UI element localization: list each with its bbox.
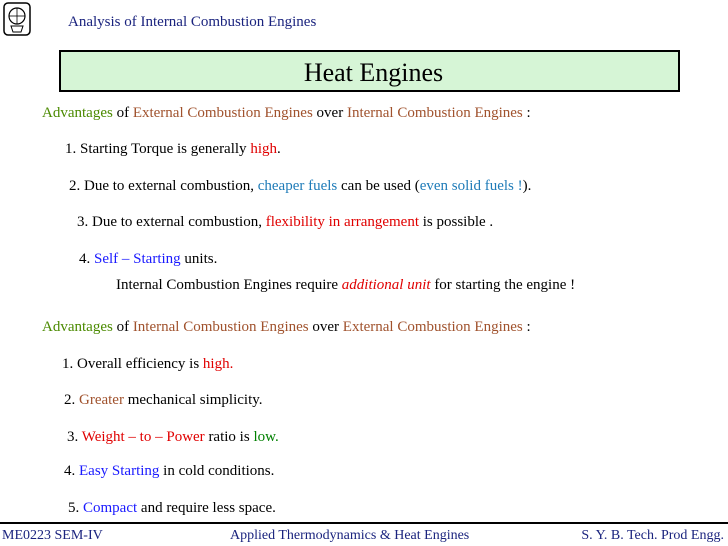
slide-title: Heat Engines	[303, 58, 444, 87]
item-text: 1. Overall efficiency is	[62, 356, 203, 372]
heading-word: of	[112, 105, 133, 121]
s2-item-1	[62, 355, 233, 373]
item-text: 3. Due to external combustion,	[77, 214, 266, 230]
item-highlight: even solid fuels !	[419, 178, 523, 194]
header-title: Analysis of Internal Combustion Engines	[68, 14, 317, 30]
item-highlight: Self – Starting	[94, 251, 181, 267]
title-box	[59, 50, 680, 92]
heading-word: Internal Combustion Engines	[346, 105, 523, 121]
item-text: 2.	[64, 392, 79, 408]
heading-word: Advantages	[42, 105, 113, 121]
item-text: .	[276, 141, 281, 157]
item-highlight: high.	[202, 356, 234, 372]
s1-item-2	[69, 177, 531, 195]
item-text: mechanical simplicity.	[123, 392, 263, 408]
s2-item-4	[64, 462, 274, 480]
item-text: 4.	[64, 463, 79, 479]
institute-seal-logo	[3, 2, 31, 36]
item-text: ).	[522, 178, 532, 194]
section1-heading	[42, 104, 531, 122]
heading-word: External Combustion Engines	[132, 105, 313, 121]
item-text: 3.	[67, 429, 82, 445]
item-highlight: flexibility in arrangement	[265, 214, 419, 230]
item-text: units.	[180, 251, 218, 267]
heading-word: :	[522, 105, 531, 121]
item-text: can be used (	[337, 178, 420, 194]
item-text: 5.	[68, 500, 83, 516]
s2-item-5	[68, 499, 276, 517]
heading-word: over	[308, 319, 343, 335]
footer-right: S. Y. B. Tech. Prod Engg.	[581, 528, 724, 543]
item-text: 2. Due to external combustion,	[69, 178, 258, 194]
heading-word: over	[312, 105, 347, 121]
item-highlight: Easy Starting	[79, 463, 160, 479]
heading-word: Internal Combustion Engines	[132, 319, 309, 335]
item-highlight: high	[250, 141, 277, 157]
s1-item-1	[65, 140, 281, 158]
s2-item-2	[64, 391, 263, 409]
s1-item-4	[79, 250, 217, 268]
heading-word: Advantages	[42, 319, 113, 335]
item-text: ratio is	[204, 429, 254, 445]
note-text: for starting the engine !	[430, 277, 576, 293]
note-text: Internal Combustion Engines require	[116, 277, 342, 293]
item-highlight: Greater	[79, 392, 124, 408]
item-text: 4.	[79, 251, 94, 267]
item-text: is possible .	[419, 214, 494, 230]
item-text: and require less space.	[137, 500, 276, 516]
footer-left: ME0223 SEM-IV	[2, 528, 103, 543]
s1-note	[116, 276, 575, 294]
item-highlight: low.	[253, 429, 279, 445]
item-text: in cold conditions.	[159, 463, 275, 479]
note-highlight: additional unit	[341, 277, 431, 293]
heading-word: External Combustion Engines	[342, 319, 523, 335]
item-text: 1. Starting Torque is generally	[65, 141, 251, 157]
item-highlight: Weight – to – Power	[81, 429, 205, 445]
heading-word: of	[112, 319, 133, 335]
footer-center: Applied Thermodynamics & Heat Engines	[230, 528, 470, 543]
s1-item-3	[77, 213, 493, 231]
heading-word: :	[522, 319, 531, 335]
item-highlight: Compact	[83, 500, 138, 516]
item-highlight: cheaper fuels	[257, 178, 338, 194]
s2-item-3	[67, 428, 279, 446]
section2-heading	[42, 318, 531, 336]
footer-divider	[0, 522, 728, 524]
